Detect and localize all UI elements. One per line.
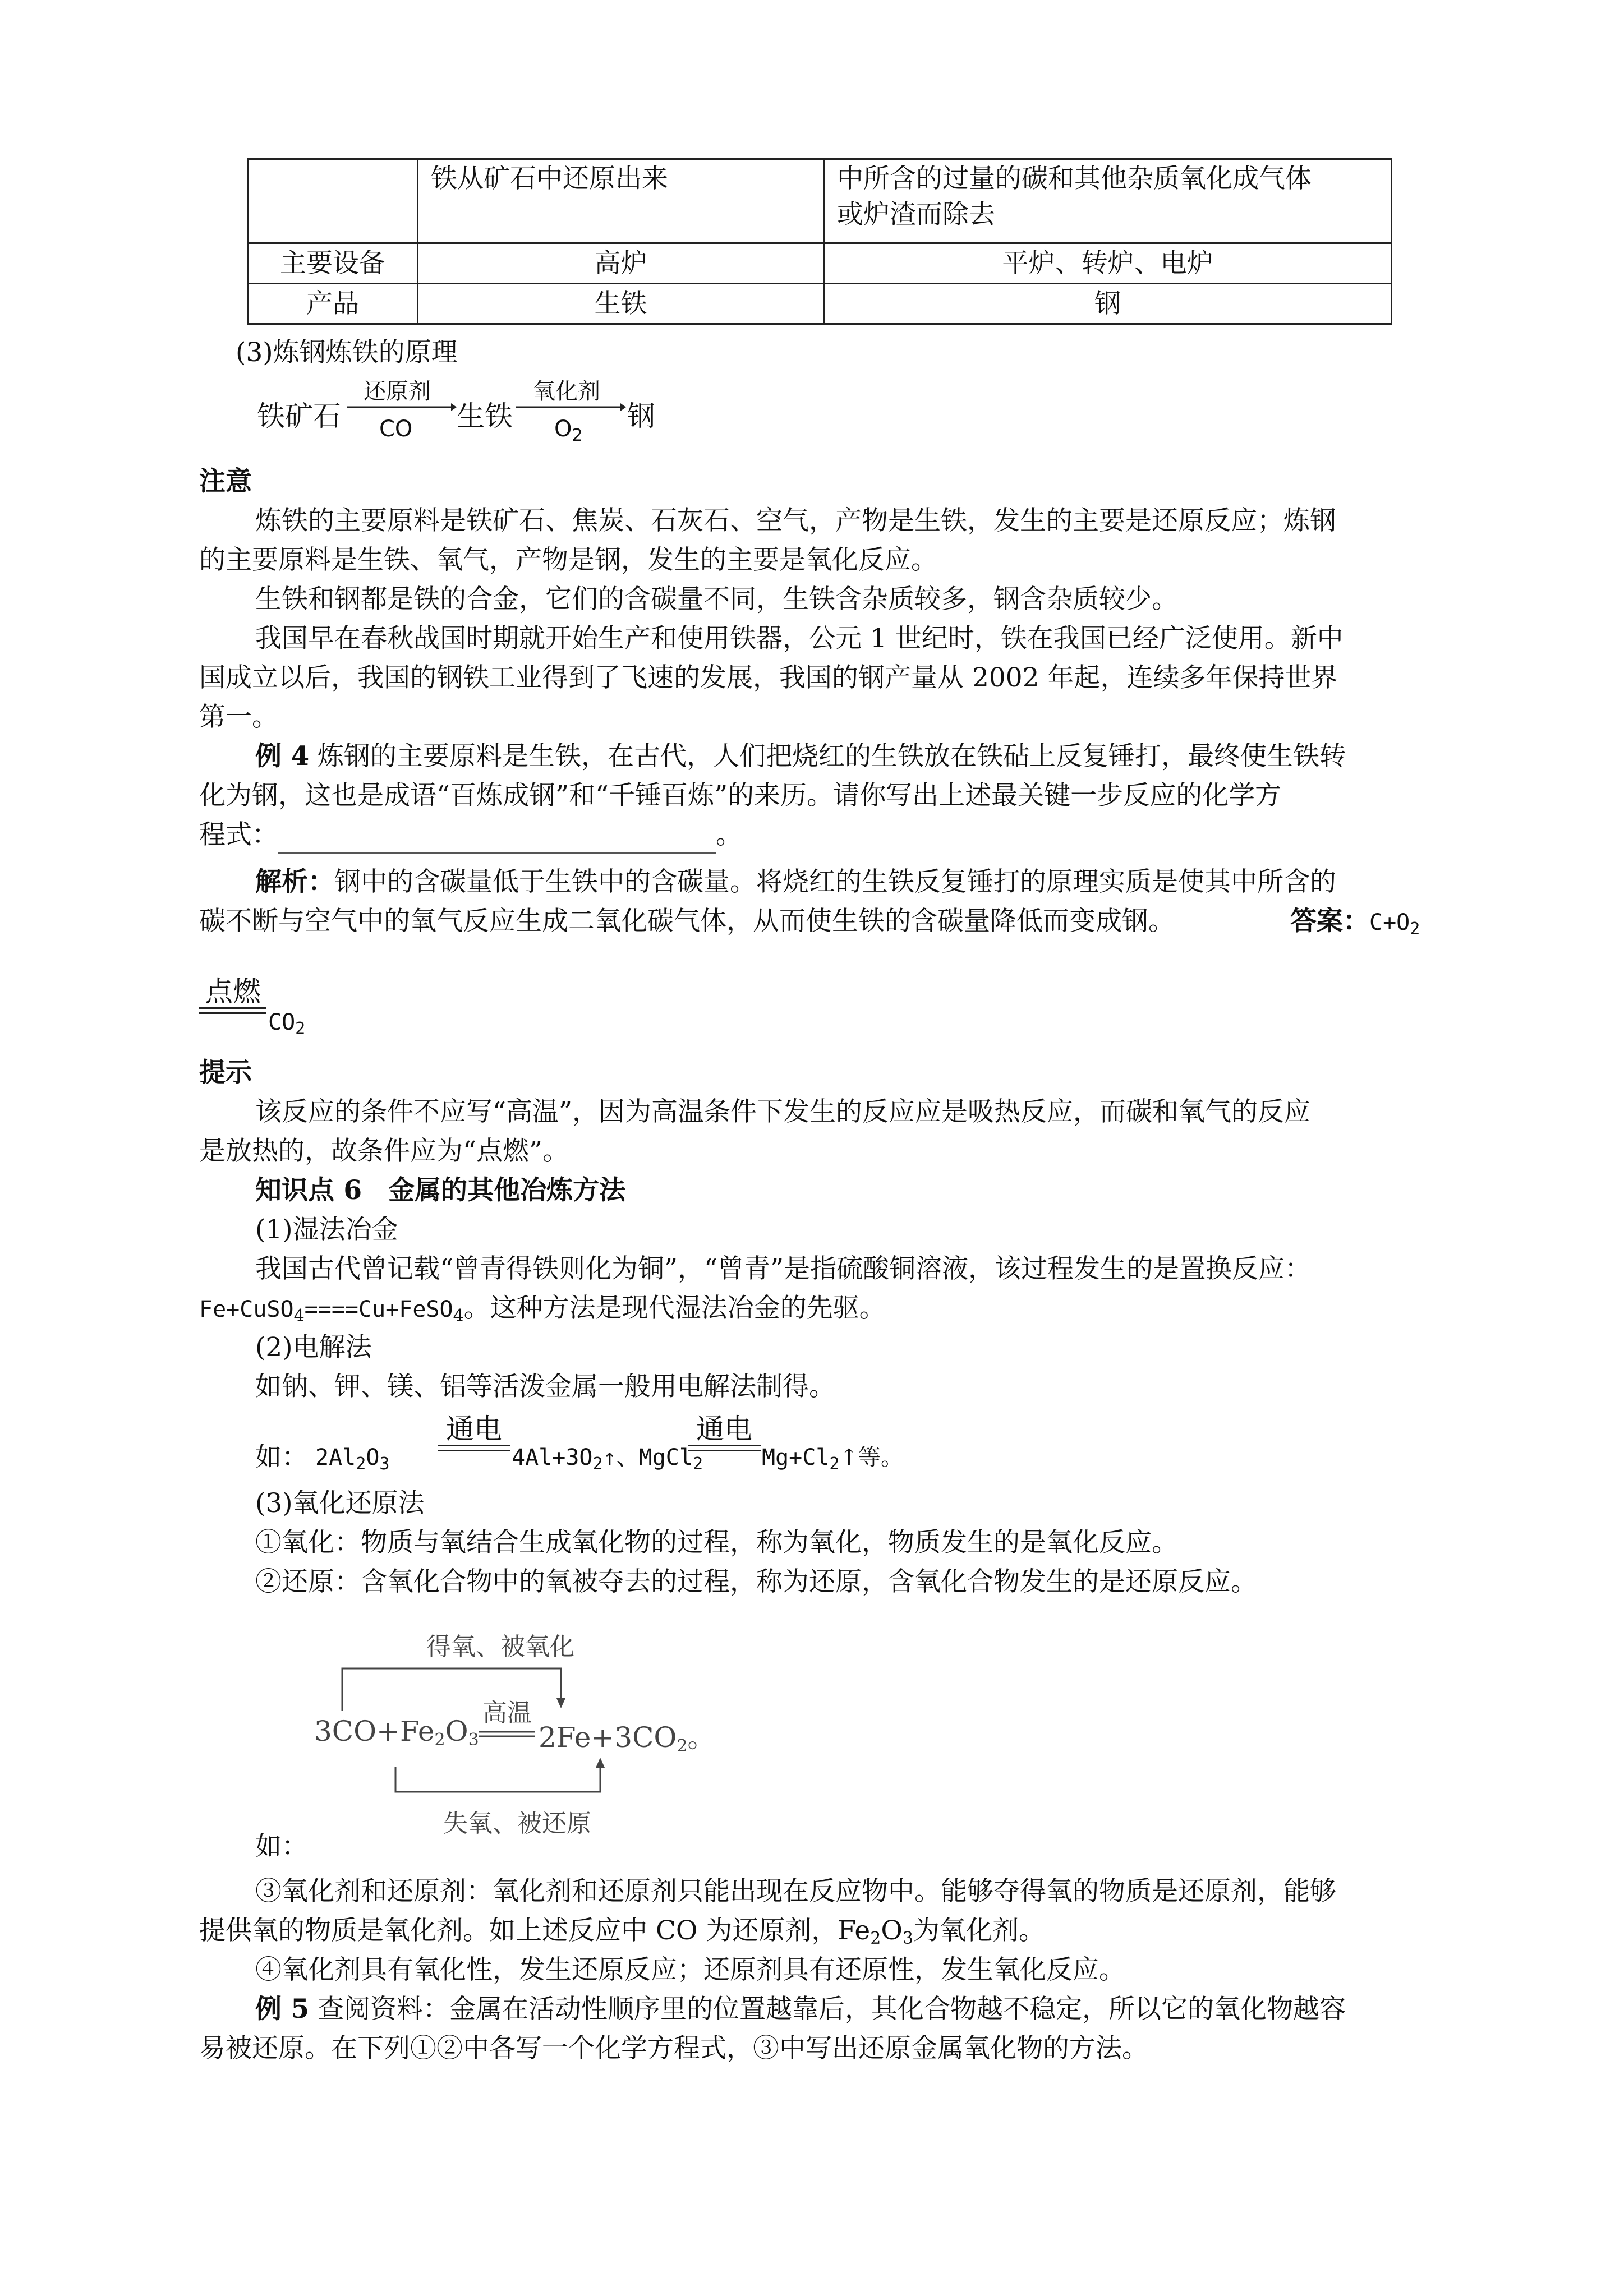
table-cell: 平炉、转炉、电炉 (824, 243, 1392, 284)
table-cell (248, 159, 418, 243)
table-cell (824, 159, 1392, 243)
principle-heading: (3)炼钢炼铁的原理 (236, 337, 458, 368)
redox-reactants: $3CO+Fe_2O_3$ (314, 1715, 479, 1750)
tip-line: 是放热的，故条件应为“点燃”。 (199, 1136, 569, 1167)
example4-line: 程式： 。 (199, 817, 742, 854)
example5-label: 例 5 (255, 1994, 310, 2025)
kp6-s3-heading: (3)氧化还原法 (255, 1488, 425, 1519)
cell-line: 中所含的过量的碳和其他杂质氧化成气体 (837, 163, 1312, 194)
flow-oxidizer-label: 氧化剂 (533, 379, 600, 404)
table-cell: 铁从矿石中还原出来 (418, 159, 824, 243)
answer-blank[interactable] (278, 827, 716, 854)
reaction-condition (199, 976, 266, 1014)
table-row (248, 243, 1392, 284)
electrolysis-condition: 通电 (688, 1413, 761, 1451)
tip-title: 提示 (199, 1057, 252, 1088)
note-paragraph-line: 炼铁的主要原料是铁矿石、焦炭、石灰石、空气，产物是生铁，发生的主要是还原反应；炼钢 (255, 505, 1336, 536)
equals-sign (688, 1445, 761, 1451)
example5-line: 例 5 查阅资料：金属在活动性顺序里的位置越靠后，其化合物越不稳定，所以它的氧化物越容 (255, 1994, 1346, 2025)
flow-reducer-agent: CO (379, 416, 413, 442)
redox-prefix: 如： (255, 1831, 308, 1862)
table-cell: 主要设备 (248, 243, 418, 284)
note-paragraph-line: 的主要原料是生铁、氧气，产物是钢，发生的主要是氧化反应。 (199, 545, 937, 575)
example5-line: 易被还原。在下列①②中各写一个化学方程式，③中写出还原金属氧化物的方法。 (199, 2033, 1148, 2064)
kp6-s2-heading: (2)电解法 (255, 1332, 372, 1363)
electrolysis-condition: 通电 (438, 1413, 510, 1451)
analysis-line: 碳不断与空气中的氧气反应生成二氧化碳气体，从而使生铁的含碳量降低而变成钢。 (199, 906, 1175, 937)
table-row (248, 159, 1392, 243)
example4-line: 化为钢，这也是成语“百炼成钢”和“千锤百炼”的来历。请你写出上述最关键一步反应的化学方 (199, 780, 1282, 811)
equals-sign (438, 1445, 510, 1451)
condition-label: 点燃 (205, 975, 261, 1008)
example4-label: 例 4 (255, 741, 310, 772)
flow-pig-iron: 生铁 (457, 400, 513, 432)
note-paragraph-line: 国成立以后，我国的钢铁工业得到了飞速的发展，我国的钢产量从 2002 年起，连续多年保持世界 (199, 662, 1338, 693)
smelting-comparison-table (247, 158, 1392, 325)
redox-condition: 高温 (482, 1699, 532, 1727)
flow-ore: 铁矿石 (257, 400, 341, 432)
analysis-label: 解析： (255, 866, 334, 897)
flow-oxidizer-agent: $O_2$ (554, 416, 583, 445)
kp6-s1-equation: Fe+CuSO$_4$====Cu+FeSO$_4$。这种方法是现代湿法冶金的先驱。 (199, 1293, 886, 1326)
example4-line: 例 4 炼钢的主要原料是生铁，在古代，人们把烧红的生铁放在铁砧上反复锤打，最终使生铁转 (255, 741, 1346, 772)
kp6-s3-line: ②还原：含氧化合物中的氧被夺去的过程，称为还原，含氧化合物发生的是还原反应。 (255, 1566, 1257, 1597)
answer-label: 答案： (1290, 906, 1369, 937)
table-cell: 产品 (248, 284, 418, 324)
oxidation-label: 得氧、被氧化 (426, 1633, 574, 1661)
kp6-s3-line: ④氧化剂具有氧化性，发生还原反应；还原剂具有还原性，发生氧化反应。 (255, 1954, 1125, 1985)
kp6-title: 知识点 6 金属的其他冶炼方法 (255, 1175, 626, 1206)
flow-reducer-label: 还原剂 (364, 379, 431, 404)
principle-flow-diagram (257, 377, 661, 444)
table-cell: 钢 (824, 284, 1392, 324)
kp6-s3-line: ③氧化剂和还原剂：氧化剂和还原剂只能出现在反应物中。能够夺得氧的物质是还原剂，能够 (255, 1876, 1336, 1907)
note-title: 注意 (199, 466, 252, 497)
reduction-label: 失氧、被还原 (443, 1809, 591, 1838)
electrolysis-reactant-1: $2Al_2O_3$ (315, 1445, 390, 1474)
note-paragraph-line: 我国早在春秋战国时期就开始生产和使用铁器，公元 1 世纪时，铁在我国已经广泛使用。新中 (255, 623, 1344, 654)
kp6-s1-line: 我国古代曾记载“曾青得铁则化为铜”，“曾青”是指硫酸铜溶液，该过程发生的是置换反应： (255, 1253, 1312, 1284)
answer-line: 答案：$C+O_2$ (1290, 906, 1420, 939)
kp6-s1-heading: (1)湿法冶金 (255, 1214, 398, 1245)
tip-line: 该反应的条件不应写“高温”，因为高温条件下发生的反应应是吸热反应，而碳和氧气的反应 (255, 1096, 1311, 1127)
flow-arrow-2 (516, 402, 626, 413)
equals-sign (199, 1007, 266, 1014)
kp6-s2-line: 如钠、钾、镁、铝等活泼金属一般用电解法制得。 (255, 1371, 835, 1402)
table-cell: 高炉 (418, 243, 824, 284)
note-paragraph-line: 生铁和钢都是铁的合金，它们的含碳量不同，生铁含杂质较多，钢含杂质较少。 (255, 584, 1178, 615)
table-row (248, 284, 1392, 324)
kp6-s3-line: ①氧化：物质与氧结合生成氧化物的过程，称为氧化，物质发生的是氧化反应。 (255, 1527, 1178, 1558)
note-paragraph-line: 第一。 (199, 702, 278, 732)
electrolysis-prefix: 如： (255, 1442, 308, 1473)
answer-product: $CO_2$ (268, 1009, 306, 1039)
cell-line: 或炉渣而除去 (837, 199, 995, 230)
electrolysis-products-2: $Mg+Cl_2↑$等。 (762, 1445, 903, 1474)
analysis-line: 解析：钢中的含碳量低于生铁中的含碳量。将烧红的生铁反复锤打的原理实质是使其中所含的 (255, 866, 1336, 897)
table-cell: 生铁 (418, 284, 824, 324)
flow-steel: 钢 (627, 400, 655, 432)
redox-products: $2Fe+3CO_2$。 (539, 1721, 716, 1756)
electrolysis-products-1: $4Al+3O_2↑$、MgCl$_2$ (512, 1445, 703, 1474)
redox-diagram (314, 1626, 763, 1862)
kp6-s3-line: 提供氧的物质是氧化剂。如上述反应中 CO 为还原剂，$Fe_2O_3$为氧化剂。 (199, 1915, 1045, 1948)
flow-arrow-1 (347, 402, 457, 413)
